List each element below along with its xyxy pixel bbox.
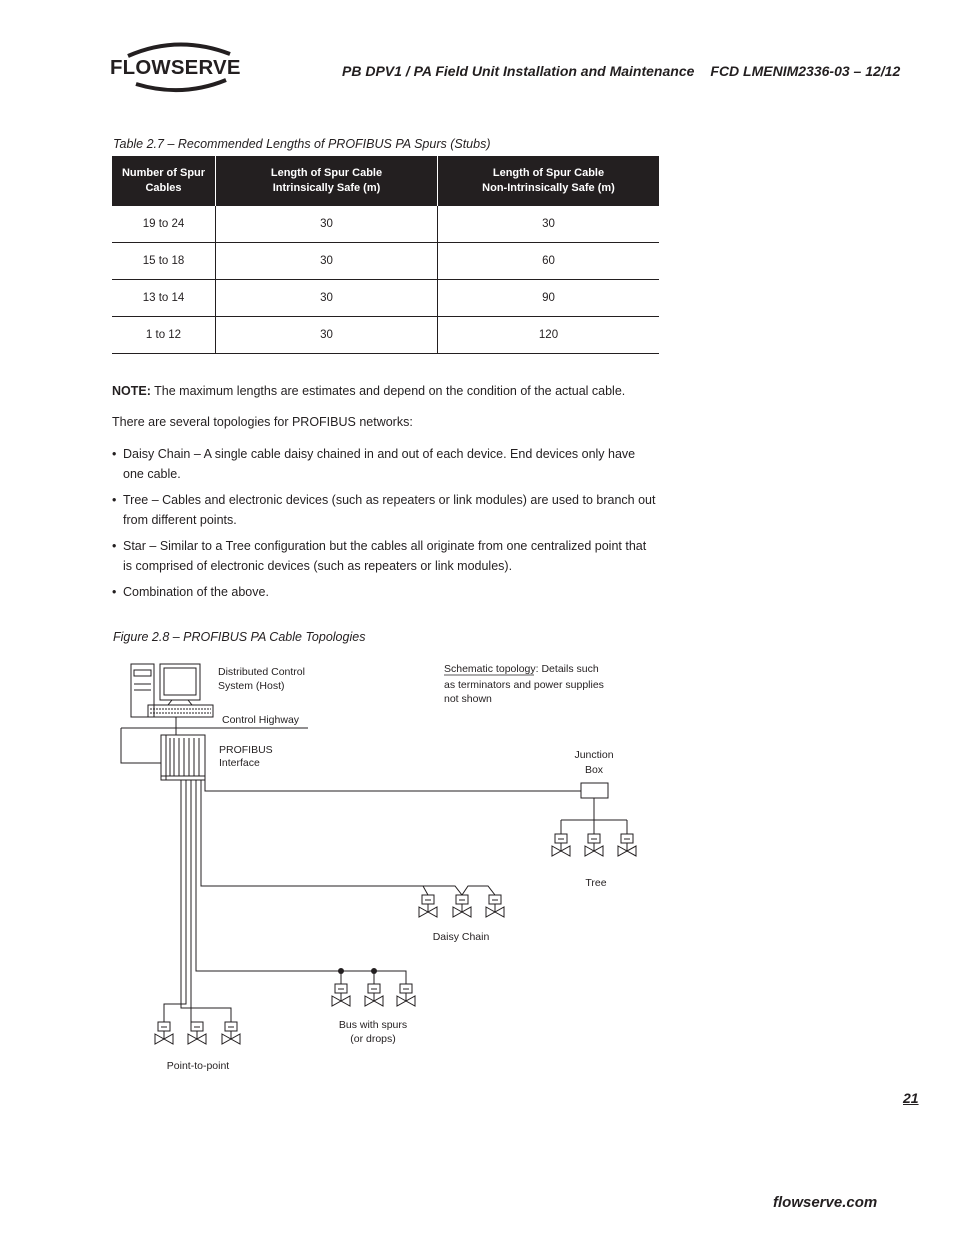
valve-device-icon (332, 984, 350, 1006)
valve-device-icon (155, 1022, 173, 1044)
label-schematic-line3: not shown (444, 693, 492, 705)
valve-device-icon (618, 834, 636, 856)
table-cell: 1 to 12 (112, 317, 216, 354)
list-item: • Tree – Cables and electronic devices (such as repeaters or link modules) are used to branch out from different points. (112, 490, 657, 530)
table-cell: 13 to 14 (112, 280, 216, 317)
computer-host-icon (131, 664, 213, 717)
label-schematic-line1 (444, 663, 599, 675)
table-cell: 90 (438, 280, 660, 317)
junction-box-icon (581, 783, 608, 798)
label-dcs-line2: System (Host) (218, 680, 285, 692)
table-cell: 30 (216, 280, 438, 317)
logo-text: FLOWSERVE (110, 57, 241, 79)
valve-device-icon (397, 984, 415, 1006)
label-bus-line1: Bus with spurs (338, 1019, 408, 1031)
header-non-intrinsically-safe: Length of Spur Cable Non-Intrinsically Safe (m) (438, 156, 660, 206)
note-label: NOTE: (112, 384, 151, 398)
valve-device-icon (419, 895, 437, 917)
label-junction-line1: Junction (574, 749, 614, 761)
label-tree: Tree (585, 877, 607, 889)
valve-device-icon (585, 834, 603, 856)
label-profibus-line1: PROFIBUS (219, 744, 273, 756)
label-schematic-line2: as terminators and power supplies (444, 679, 604, 691)
label-schematic-underlined: Schematic topology (444, 663, 536, 675)
valve-device-icon (486, 895, 504, 917)
label-junction-line2: Box (584, 764, 604, 776)
label-profibus-line2: Interface (219, 757, 260, 769)
label-point-to-point: Point-to-point (166, 1060, 230, 1072)
document-code: FCD LMENIM2336-03 – 12/12 (710, 63, 901, 79)
table-cell: 120 (438, 317, 660, 354)
table-cell: 30 (216, 243, 438, 280)
document-title: PB DPV1 / PA Field Unit Installation and Maintenance (342, 63, 695, 79)
table-cell: 30 (438, 206, 660, 243)
label-bus-line2: (or drops) (350, 1033, 396, 1045)
list-item: • Star – Similar to a Tree configuration but the cables all originate from one centralized point that is comprised of electronic devices (such as repeaters or link modules). (112, 536, 657, 576)
intro-paragraph: There are several topologies for PROFIBUS networks: (112, 415, 413, 429)
label-dcs-line1: Distributed Control (218, 666, 305, 678)
list-item: • Combination of the above. (112, 582, 657, 602)
valve-device-icon (365, 984, 383, 1006)
header-spur-count: Number of Spur Cables (112, 156, 216, 206)
table-cell: 30 (216, 317, 438, 354)
table-cell: 15 to 18 (112, 243, 216, 280)
bus-junction-dot (338, 968, 344, 974)
profibus-interface-icon (161, 735, 205, 780)
label-control-highway: Control Highway (222, 714, 300, 726)
bus-junction-dot (371, 968, 377, 974)
list-item: • Daisy Chain – A single cable daisy chained in and out of each device. End devices only have one cable. (112, 444, 657, 484)
page-number: 21 (903, 1090, 919, 1106)
valve-device-icon (453, 895, 471, 917)
valve-device-icon (222, 1022, 240, 1044)
valve-device-icon (552, 834, 570, 856)
valve-device-icon (188, 1022, 206, 1044)
table-caption: Table 2.7 – Recommended Lengths of PROFIBUS PA Spurs (Stubs) (113, 137, 491, 151)
table-cell: 19 to 24 (112, 206, 216, 243)
label-daisy-chain: Daisy Chain (432, 931, 490, 943)
table-cell: 60 (438, 243, 660, 280)
figure-caption: Figure 2.8 – PROFIBUS PA Cable Topologies (113, 630, 366, 644)
header-intrinsically-safe: Length of Spur Cable Intrinsically Safe (m) (216, 156, 438, 206)
footer-url: flowserve.com (773, 1194, 878, 1211)
label-schematic-rest: : Details such (535, 663, 599, 675)
note-text: The maximum lengths are estimates and depend on the condition of the actual cable. (150, 384, 626, 398)
table-cell: 30 (216, 206, 438, 243)
